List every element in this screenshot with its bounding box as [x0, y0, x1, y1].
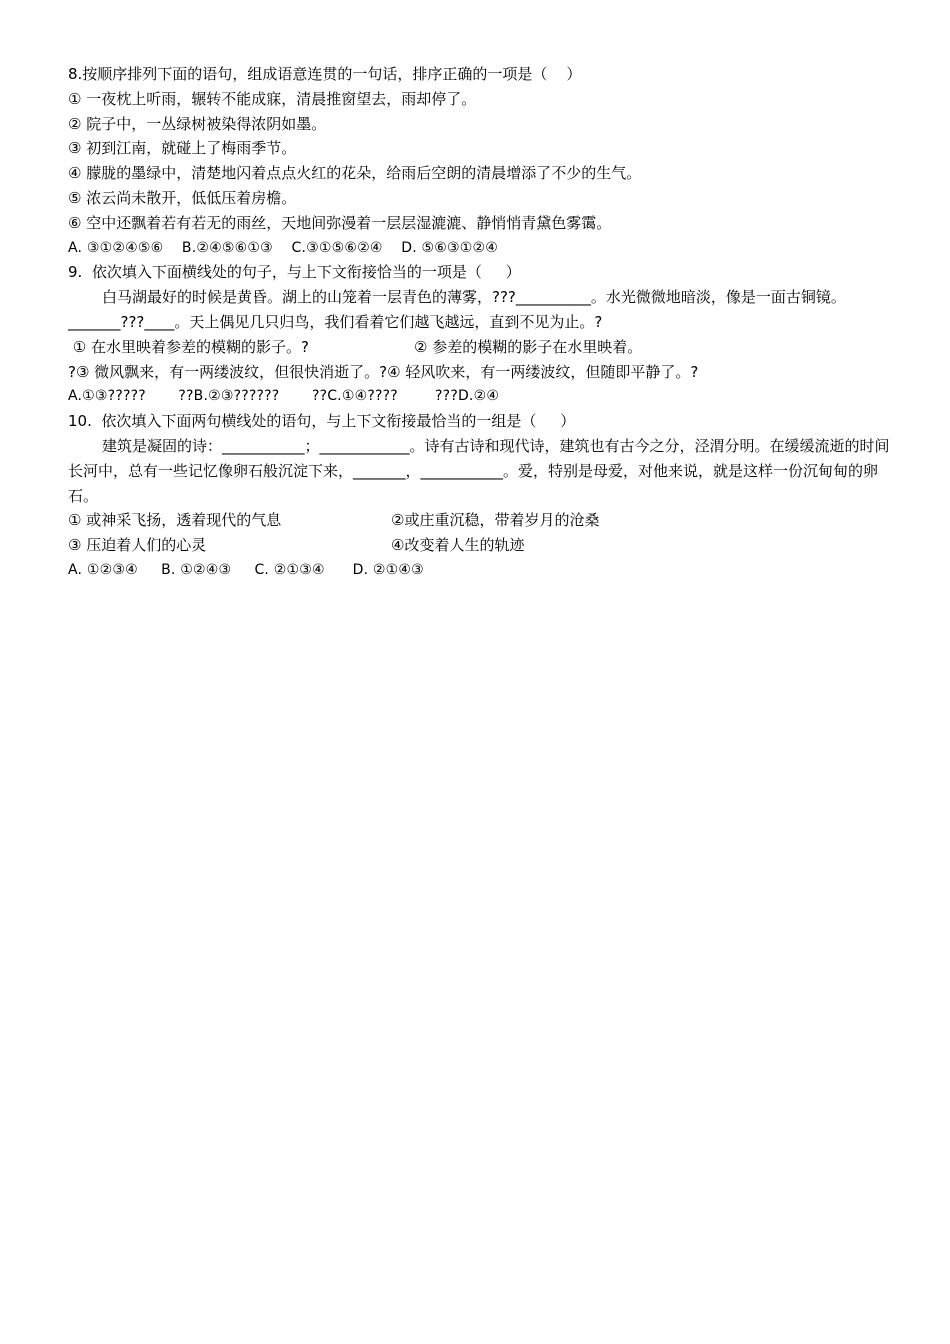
- q10-item-1: ① 或神采飞扬，透着现代的气息: [68, 511, 282, 530]
- worksheet: [68, 62, 898, 583]
- q8-options: A. ③①②④⑤⑥ B.②④⑤⑥①③ C.③①⑤⑥②④ D. ⑤⑥③①②④: [68, 239, 499, 256]
- q9-item-2: ② 参差的模糊的影子在水里映着。: [414, 337, 643, 356]
- q9-passage: 白马湖最好的时候是黄昏。湖上的山笼着一层青色的薄雾，???__________。水光微微地暗淡，像是一面古铜镜。_______???____。天上偶见几只归鸟，我们看着它们越飞越远，直到不见为止。?: [68, 288, 846, 331]
- q10-item-2: ②或庄重沉稳，带着岁月的沧桑: [391, 511, 600, 530]
- q10-item-3: ③ 压迫着人们的心灵: [68, 536, 207, 555]
- q9-items-row: [68, 335, 898, 360]
- q9-stem: 9. 依次填入下面横线处的句子，与上下文衔接恰当的一项是（ ）: [68, 263, 521, 282]
- q8-item-4: ④ 朦胧的墨绿中，清楚地闪着点点火红的花朵，给雨后空朗的清晨增添了不少的生气。: [68, 164, 642, 183]
- q8-stem: 8.按顺序排列下面的语句，组成语意连贯的一句话，排序正确的一项是（ ）: [68, 65, 582, 83]
- q10-items-row-1: [68, 508, 898, 533]
- q8-item-2: ② 院子中，一丛绿树被染得浓阴如墨。: [68, 114, 327, 133]
- q10-passage: 建筑是凝固的诗：___________；____________。诗有古诗和现代诗，建筑也有古今之分，泾渭分明。在缓缓流逝的时间长河中，总有一些记忆像卵石般沉淀下来，_______，___________。爱，特别是母爱，对他来说，就是这样一份沉甸甸的卵石。: [68, 436, 890, 505]
- q9-item-1: ① 在水里映着参差的模糊的影子。?: [68, 337, 309, 356]
- q8-item-3: ③ 初到江南，就碰上了梅雨季节。: [68, 139, 297, 158]
- q10-options: A. ①②③④ B. ①②④③ C. ②①③④ D. ②①④③: [68, 561, 424, 578]
- q8-item-6: ⑥ 空中还飘着若有若无的雨丝，天地间弥漫着一层层湿漉漉、静悄悄青黛色雾霭。: [68, 213, 612, 232]
- q8-item-5: ⑤ 浓云尚未散开，低低压着房檐。: [68, 188, 297, 207]
- q9-items-3-4: ?③ 微风飘来，有一两缕波纹，但很快消逝了。?④ 轻风吹来，有一两缕波纹，但随即平静了。?: [68, 362, 699, 381]
- q9-options: A.①③????? ??B.②③?????? ??C.①④???? ???D.②④: [68, 388, 500, 405]
- q10-items-row-2: [68, 533, 898, 558]
- q10-item-4: ④改变着人生的轨迹: [391, 536, 525, 555]
- q10-stem: 10. 依次填入下面两句横线处的语句，与上下文衔接最恰当的一组是（ ）: [68, 412, 576, 431]
- q8-item-1: ① 一夜枕上听雨，辗转不能成寐，清晨推窗望去，雨却停了。: [68, 89, 477, 108]
